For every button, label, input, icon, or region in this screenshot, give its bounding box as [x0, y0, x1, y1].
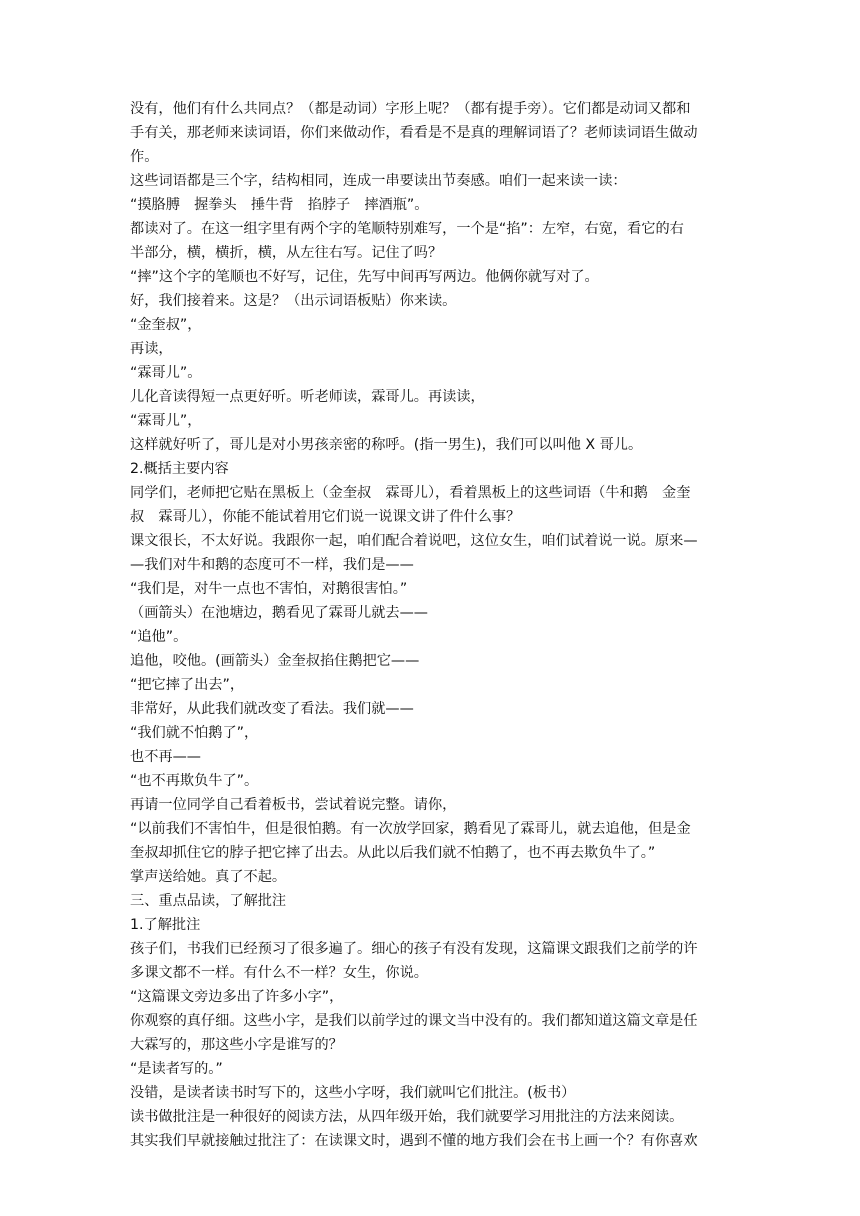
text-line: 非常好，从此我们就改变了看法。我们就—— [130, 701, 414, 717]
text-line: “我们就不怕鹅了”， [130, 725, 259, 741]
text-line: 儿化音读得短一点更好听。听老师读，霖哥儿。再读读， [130, 389, 485, 405]
text-line: 孩子们，书我们已经预习了很多遍了。细心的孩子有没有发现，这篇课文跟我们之前学的许 [130, 941, 698, 957]
text-line: 同学们，老师把它贴在黑板上（金奎叔 霖哥儿），看着黑板上的这些词语（牛和鹅 金奎 [130, 485, 691, 501]
text-line: 读书做批注是一种很好的阅读方法，从四年级开始，我们就要学习用批注的方法来阅读。 [130, 1109, 684, 1125]
text-line: 多课文都不一样。有什么不一样？女生，你说。 [130, 965, 428, 981]
text-line: 都读对了。在这一组字里有两个字的笔顺特别难写，一个是“掐”：左窄，右宽，看它的右 [130, 221, 684, 237]
text-line: 追他，咬他。(画箭头）金奎叔掐住鹅把它—— [130, 653, 420, 669]
text-line: （画箭头）在池塘边，鹅看见了霖哥儿就去—— [130, 605, 428, 621]
text-line: “这篇课文旁边多出了许多小字”， [130, 989, 344, 1005]
text-line: 叔 霖哥儿），你能不能试着用它们说一说课文讲了件什么事？ [130, 509, 521, 525]
text-line: 作。 [130, 149, 159, 165]
text-line: “以前我们不害怕牛，但是很怕鹅。有一次放学回家，鹅看见了霖哥儿，就去追他，但是金 [130, 821, 691, 837]
text-line: “摸胳膊 握拳头 捶牛背 掐脖子 摔酒瓶”。 [130, 197, 429, 213]
text-line: “我们是，对牛一点也不害怕，对鹅很害怕。” [130, 581, 408, 597]
section-heading: 三、重点品读，了解批注 [130, 893, 287, 909]
text-line: 手有关，那老师来读词语，你们来做动作，看看是不是真的理解词语了？老师读词语生做动 [130, 125, 698, 141]
text-line: “是读者写的。” [130, 1061, 223, 1077]
text-line: 再请一位同学自己看着板书，尝试着说完整。请你， [130, 797, 457, 813]
text-line: 这些词语都是三个字，结构相同，连成一串要读出节奏感。咱们一起来读一读： [130, 173, 627, 189]
text-line: 你观察的真仔细。这些小字，是我们以前学过的课文当中没有的。我们都知道这篇文章是任 [130, 1013, 698, 1029]
text-line: 半部分，横，横折，横，从左往右写。记住了吗？ [130, 245, 443, 261]
text-line: “把它摔了出去”， [130, 677, 245, 693]
text-line: 这样就好听了，哥儿是对小男孩亲密的称呼。(指一男生)，我们可以叫他 X 哥儿。 [130, 437, 643, 453]
text-line: 掌声送给她。真了不起。 [130, 869, 287, 885]
document-body [130, 97, 736, 1153]
text-line: 大霖写的，那这些小字是谁写的？ [130, 1037, 343, 1053]
text-line: “摔”这个字的笔顺也不好写，记住，先写中间再写两边。他俩你就写对了。 [130, 269, 599, 285]
text-line: —我们对牛和鹅的态度可不一样，我们是—— [130, 557, 414, 573]
text-line: “追他”。 [130, 629, 188, 645]
text-line: 也不再—— [130, 749, 201, 765]
text-line: 奎叔却抓住它的脖子把它摔了出去。从此以后我们就不怕鹅了，也不再去欺负牛了。” [130, 845, 656, 861]
text-line: 好，我们接着来。这是？（出示词语板贴）你来读。 [130, 293, 457, 309]
text-line: 没有，他们有什么共同点？（都是动词）字形上呢？（都有提手旁）。它们都是动词又都和 [130, 101, 691, 117]
text-line: “也不再欺负牛了”。 [130, 773, 259, 789]
section-heading: 1.了解批注 [130, 917, 201, 933]
text-line: “金奎叔”， [130, 317, 202, 333]
text-line: 课文很长，不太好说。我跟你一起，咱们配合着说吧，这位女生，咱们试着说一说。原来— [130, 533, 698, 549]
section-heading: 2.概括主要内容 [130, 461, 229, 477]
text-line: “霖哥儿”。 [130, 365, 202, 381]
text-line: “霖哥儿”， [130, 413, 202, 429]
text-line: 没错，是读者读书时写下的，这些小字呀，我们就叫它们批注。(板书） [130, 1085, 576, 1101]
text-line: 再读， [130, 341, 173, 357]
text-line: 其实我们早就接触过批注了：在读课文时，遇到不懂的地方我们会在书上画一个？有你喜欢 [130, 1133, 698, 1149]
